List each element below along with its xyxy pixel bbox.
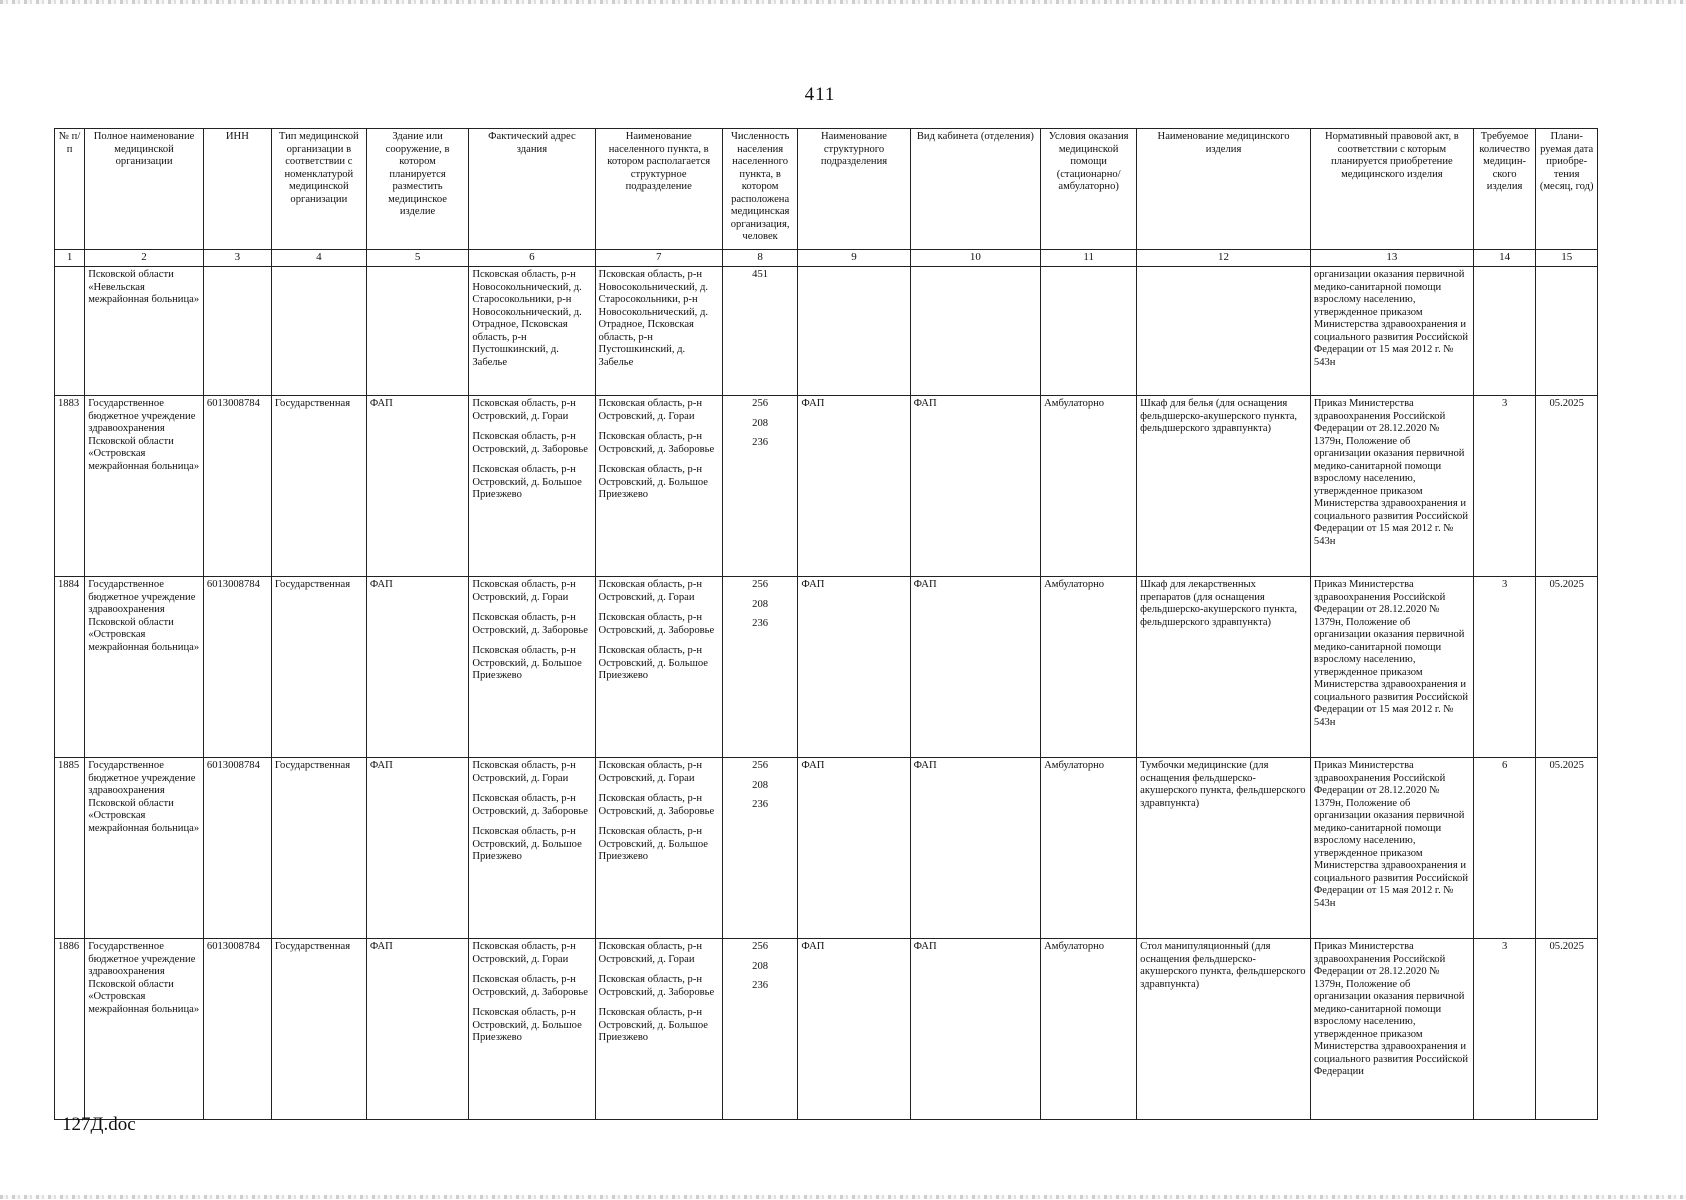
- column-number: 2: [85, 250, 204, 267]
- cell-address: [469, 939, 595, 1120]
- cell-org: Государственное бюджетное учреждение здравоохранения Псковской области «Островская межрайонная больница»: [85, 939, 204, 1120]
- cell-num: 1883: [55, 396, 85, 577]
- cell-qty: 6: [1473, 758, 1536, 939]
- cell-conditions: Амбулаторно: [1041, 577, 1137, 758]
- cell-address: [469, 396, 595, 577]
- cell-population: 451: [722, 267, 798, 396]
- settlement-item: Псковская область, р-н Островский, д. Заборовье: [598, 974, 715, 998]
- cell-org: Государственное бюджетное учреждение здравоохранения Псковской области «Островская межрайонная больница»: [85, 396, 204, 577]
- column-header: Плани-руемая дата приобре-тения (месяц, год): [1536, 129, 1598, 250]
- column-header: Полное наименование медицинской организации: [85, 129, 204, 250]
- column-number: 1: [55, 250, 85, 267]
- column-header: Наименование медицинского изделия: [1137, 129, 1311, 250]
- column-header: Фактический адрес здания: [469, 129, 595, 250]
- column-header: Условия оказания медицинской помощи (стационарно/ амбулаторно): [1041, 129, 1137, 250]
- column-number: 5: [366, 250, 469, 267]
- population-item: 208: [752, 417, 769, 429]
- scan-edge-top: [0, 0, 1686, 4]
- cell-num: 1884: [55, 577, 85, 758]
- cell-conditions: Амбулаторно: [1041, 758, 1137, 939]
- settlement-item: Псковская область, р-н Островский, д. Гораи: [598, 398, 703, 422]
- cell-population: [722, 577, 798, 758]
- address-item: Псковская область, р-н Островский, д. Заборовье: [472, 431, 588, 455]
- column-header: Нормативный правовой акт, в соответствии с которым планируется приобретение медицинского изделия: [1310, 129, 1473, 250]
- population-item: 256: [752, 398, 769, 409]
- column-number: 13: [1310, 250, 1473, 267]
- cell-address: [469, 758, 595, 939]
- cell-date: 05.2025: [1536, 577, 1598, 758]
- population-item: 236: [752, 980, 769, 991]
- population-item: 208: [752, 598, 769, 610]
- cell-date: 05.2025: [1536, 939, 1598, 1120]
- cell-device: Стол манипуляционный (для оснащения фельдшерско-акушерского пункта, фельдшерского здравпункта): [1137, 939, 1311, 1120]
- cell-type: Государственная: [271, 577, 366, 758]
- settlement-item: Псковская область, р-н Островский, д. Гораи: [598, 941, 703, 965]
- cell-device: Шкаф для лекарственных препаратов (для оснащения фельдшерско-акушерского пункта, фельдшерского здравпункта): [1137, 577, 1311, 758]
- cell-num: 1886: [55, 939, 85, 1120]
- column-number: 6: [469, 250, 595, 267]
- table-row: [55, 577, 1598, 758]
- cell-cabinet: ФАП: [910, 396, 1041, 577]
- address-item: Псковская область, р-н Островский, д. Гораи: [472, 941, 576, 965]
- cell-building: ФАП: [366, 758, 469, 939]
- population-item: 236: [752, 618, 769, 629]
- column-header: Наименование структурного подразделения: [798, 129, 910, 250]
- column-header: Требуемое количество медицин-ского изделия: [1473, 129, 1536, 250]
- cell-device: Тумбочки медицинские (для оснащения фельдшерско-акушерского пункта, фельдшерского здравпункта): [1137, 758, 1311, 939]
- cell-population: [722, 396, 798, 577]
- cell-org: Государственное бюджетное учреждение здравоохранения Псковской области «Островская межрайонная больница»: [85, 758, 204, 939]
- table-row: [55, 939, 1598, 1120]
- table-row: [55, 396, 1598, 577]
- cell-address: [469, 577, 595, 758]
- cell-date: 05.2025: [1536, 396, 1598, 577]
- column-number: 8: [722, 250, 798, 267]
- settlement-item: Псковская область, р-н Островский, д. Большое Приезжево: [598, 826, 709, 862]
- column-header: Здание или сооружение, в котором планируется разместить медицинское изделие: [366, 129, 469, 250]
- column-header: № п/п: [55, 129, 85, 250]
- settlement-item: Псковская область, р-н Островский, д. Гораи: [598, 579, 703, 603]
- column-number: 4: [271, 250, 366, 267]
- column-number-row: [55, 250, 1598, 267]
- address-item: Псковская область, р-н Островский, д. Большое Приезжево: [472, 645, 582, 681]
- cell-settlement: Псковская область, р-н Новосокольнический, д. Старосокольники, р-н Новосокольнический, д. Отрадное, Псковская область, р-н Пустошкинский, д. Забелье: [595, 267, 722, 396]
- settlement-item: Псковская область, р-н Островский, д. Большое Приезжево: [598, 1007, 709, 1043]
- population-item: 256: [752, 579, 769, 590]
- settlement-item: Псковская область, р-н Островский, д. Большое Приезжево: [598, 645, 709, 681]
- address-item: Псковская область, р-н Островский, д. Гораи: [472, 398, 576, 422]
- cell-qty: 3: [1473, 939, 1536, 1120]
- column-number: 12: [1137, 250, 1311, 267]
- population-item: 236: [752, 437, 769, 448]
- address-item: Псковская область, р-н Островский, д. Большое Приезжево: [472, 464, 582, 500]
- cell-conditions: [1041, 267, 1137, 396]
- settlement-item: Псковская область, р-н Островский, д. Гораи: [598, 760, 703, 784]
- column-number: 9: [798, 250, 910, 267]
- cell-conditions: Амбулаторно: [1041, 939, 1137, 1120]
- population-item: 256: [752, 760, 769, 771]
- header-row: [55, 129, 1598, 250]
- address-item: Псковская область, р-н Островский, д. Большое Приезжево: [472, 826, 582, 862]
- column-header: Тип медицинской организации в соответствии с номенклатурой медицинской организации: [271, 129, 366, 250]
- cell-type: Государственная: [271, 939, 366, 1120]
- cell-cabinet: [910, 267, 1041, 396]
- address-item: Псковская область, р-н Островский, д. Гораи: [472, 579, 576, 603]
- settlement-item: Псковская область, р-н Островский, д. Большое Приезжево: [598, 464, 709, 500]
- column-number: 14: [1473, 250, 1536, 267]
- column-header: Наименование населенного пункта, в котором располагается структурное подразделение: [595, 129, 722, 250]
- cell-building: ФАП: [366, 939, 469, 1120]
- cell-settlement: [595, 939, 722, 1120]
- scan-edge-bottom: [0, 1195, 1686, 1199]
- cell-type: Государственная: [271, 758, 366, 939]
- settlement-item: Псковская область, р-н Островский, д. Заборовье: [598, 431, 715, 455]
- cell-address: Псковская область, р-н Новосокольнический, д. Старосокольники, р-н Новосокольнический, д. Отрадное, Псковская область, р-н Пустошкинский, д. Забелье: [469, 267, 595, 396]
- settlement-item: Псковская область, р-н Островский, д. Заборовье: [598, 793, 715, 817]
- cell-num: 1885: [55, 758, 85, 939]
- column-header: Численность населения населенного пункта, в котором расположена медицинская организация, человек: [722, 129, 798, 250]
- cell-population: [722, 939, 798, 1120]
- cell-inn: 6013008784: [203, 758, 271, 939]
- footer-filename: 127Д.doc: [62, 1114, 136, 1135]
- cell-building: [366, 267, 469, 396]
- column-number: 7: [595, 250, 722, 267]
- table-row: [55, 758, 1598, 939]
- cell-device: [1137, 267, 1311, 396]
- cell-qty: [1473, 267, 1536, 396]
- column-number: 3: [203, 250, 271, 267]
- cell-qty: 3: [1473, 577, 1536, 758]
- cell-unit: ФАП: [798, 939, 910, 1120]
- cell-act: Приказ Министерства здравоохранения Российской Федерации от 28.12.2020 № 1379н, Положение об организации оказания первичной медико-санитарной помощи взрослому населению, утвержденное приказом Министерства здравоохранения и социального развития Российской Федерации от 15 мая 2012 г. № 543н: [1310, 396, 1473, 577]
- cell-device: Шкаф для белья (для оснащения фельдшерско-акушерского пункта, фельдшерского здравпункта): [1137, 396, 1311, 577]
- cell-inn: [203, 267, 271, 396]
- address-item: Псковская область, р-н Островский, д. Заборовье: [472, 974, 588, 998]
- cell-settlement: [595, 577, 722, 758]
- cell-cabinet: ФАП: [910, 758, 1041, 939]
- cell-act: Приказ Министерства здравоохранения Российской Федерации от 28.12.2020 № 1379н, Положение об организации оказания первичной медико-санитарной помощи взрослому населению, утвержденное приказом Министерства здравоохранения и социального развития Российской Федерации от 15 мая 2012 г. № 543н: [1310, 758, 1473, 939]
- cell-population: [722, 758, 798, 939]
- cell-inn: 6013008784: [203, 939, 271, 1120]
- column-number: 11: [1041, 250, 1137, 267]
- cell-unit: ФАП: [798, 577, 910, 758]
- cell-settlement: [595, 396, 722, 577]
- population-item: 208: [752, 960, 769, 972]
- cell-inn: 6013008784: [203, 396, 271, 577]
- medical-device-register-table: [54, 128, 1598, 1120]
- cell-unit: [798, 267, 910, 396]
- page-number: 411: [804, 84, 836, 105]
- column-number: 15: [1536, 250, 1598, 267]
- column-header: ИНН: [203, 129, 271, 250]
- continuation-row: [55, 267, 1598, 396]
- cell-num: [55, 267, 85, 396]
- cell-unit: ФАП: [798, 758, 910, 939]
- cell-qty: 3: [1473, 396, 1536, 577]
- column-header: Вид кабинета (отделения): [910, 129, 1041, 250]
- population-item: 208: [752, 779, 769, 791]
- cell-type: Государственная: [271, 396, 366, 577]
- cell-building: ФАП: [366, 396, 469, 577]
- cell-date: 05.2025: [1536, 758, 1598, 939]
- cell-act: Приказ Министерства здравоохранения Российской Федерации от 28.12.2020 № 1379н, Положение об организации оказания первичной медико-санитарной помощи взрослому населению, утвержденное приказом Министерства здравоохранения и социального развития Российской Федерации от 15 мая 2012 г. № 543н: [1310, 577, 1473, 758]
- address-item: Псковская область, р-н Островский, д. Гораи: [472, 760, 576, 784]
- address-item: Псковская область, р-н Островский, д. Большое Приезжево: [472, 1007, 582, 1043]
- cell-settlement: [595, 758, 722, 939]
- population-item: 256: [752, 941, 769, 952]
- address-item: Псковская область, р-н Островский, д. Заборовье: [472, 612, 588, 636]
- cell-act: организации оказания первичной медико-санитарной помощи взрослому населению, утвержденное приказом Министерства здравоохранения и социального развития Российской Федерации от 15 мая 2012 г. № 543н: [1310, 267, 1473, 396]
- cell-act: Приказ Министерства здравоохранения Российской Федерации от 28.12.2020 № 1379н, Положение об организации оказания первичной медико-санитарной помощи взрослому населению, утвержденное приказом Министерства здравоохранения и социального развития Российской Федерации: [1310, 939, 1473, 1120]
- cell-org: Государственное бюджетное учреждение здравоохранения Псковской области «Островская межрайонная больница»: [85, 577, 204, 758]
- cell-inn: 6013008784: [203, 577, 271, 758]
- cell-date: [1536, 267, 1598, 396]
- population-item: 236: [752, 799, 769, 810]
- cell-org: Псковской области «Невельская межрайонная больница»: [85, 267, 204, 396]
- address-item: Псковская область, р-н Островский, д. Заборовье: [472, 793, 588, 817]
- cell-cabinet: ФАП: [910, 577, 1041, 758]
- cell-building: ФАП: [366, 577, 469, 758]
- cell-type: [271, 267, 366, 396]
- cell-conditions: Амбулаторно: [1041, 396, 1137, 577]
- settlement-item: Псковская область, р-н Островский, д. Заборовье: [598, 612, 715, 636]
- cell-unit: ФАП: [798, 396, 910, 577]
- table-body: [55, 129, 1598, 1120]
- column-number: 10: [910, 250, 1041, 267]
- cell-cabinet: ФАП: [910, 939, 1041, 1120]
